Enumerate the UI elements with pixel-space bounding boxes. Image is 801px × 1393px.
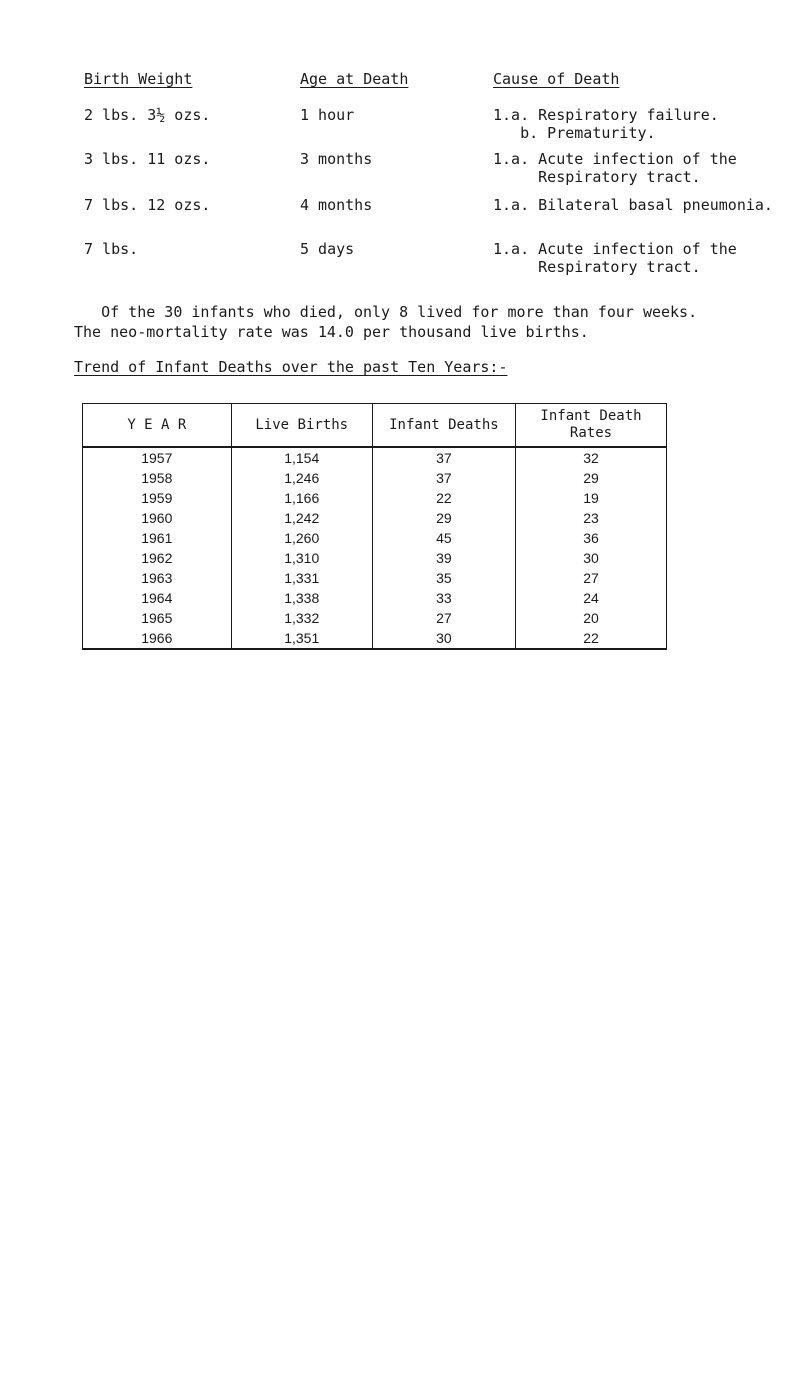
table-row xyxy=(83,588,667,608)
cell-death-rate: 24 xyxy=(515,588,666,608)
cell-year: 1962 xyxy=(83,548,232,568)
death-cause-2a: 1.a. Acute infection of the xyxy=(493,150,737,168)
cell-year: 1957 xyxy=(83,447,232,468)
table-row xyxy=(83,568,667,588)
col-live-births-header: Live Births xyxy=(231,404,372,448)
death-weight-1: 2 lbs. 3½ ozs. xyxy=(84,106,211,124)
cell-death-rate: 32 xyxy=(515,447,666,468)
cell-death-rate: 29 xyxy=(515,468,666,488)
death-weight-3: 7 lbs. 12 ozs. xyxy=(84,196,211,214)
cell-year: 1964 xyxy=(83,588,232,608)
table-row xyxy=(83,508,667,528)
death-weight-4: 7 lbs. xyxy=(84,240,139,258)
cell-live-births: 1,332 xyxy=(231,608,372,628)
death-cause-3a: 1.a. Bilateral basal pneumonia. xyxy=(493,196,773,214)
trend-header-row xyxy=(83,404,667,448)
cell-death-rate: 22 xyxy=(515,628,666,649)
cell-death-rate: 19 xyxy=(515,488,666,508)
table-row xyxy=(83,447,667,468)
cell-year: 1958 xyxy=(83,468,232,488)
death-age-2: 3 months xyxy=(300,150,373,168)
cell-death-rate: 30 xyxy=(515,548,666,568)
table-row xyxy=(83,608,667,628)
cell-live-births: 1,242 xyxy=(231,508,372,528)
death-cause-1b: b. Prematurity. xyxy=(493,124,656,142)
death-cause-2b: Respiratory tract. xyxy=(493,168,701,186)
cell-infant-deaths: 22 xyxy=(372,488,515,508)
cell-live-births: 1,310 xyxy=(231,548,372,568)
cell-live-births: 1,351 xyxy=(231,628,372,649)
cell-infant-deaths: 33 xyxy=(372,588,515,608)
death-weight-2: 3 lbs. 11 ozs. xyxy=(84,150,211,168)
cell-infant-deaths: 37 xyxy=(372,447,515,468)
table-row xyxy=(83,488,667,508)
trend-heading: Trend of Infant Deaths over the past Ten Years:- xyxy=(74,358,508,376)
cell-year: 1960 xyxy=(83,508,232,528)
table-row xyxy=(83,468,667,488)
cell-live-births: 1,338 xyxy=(231,588,372,608)
table-row xyxy=(83,548,667,568)
cell-year: 1963 xyxy=(83,568,232,588)
death-cause-1a: 1.a. Respiratory failure. xyxy=(493,106,719,124)
cell-death-rate: 20 xyxy=(515,608,666,628)
cell-live-births: 1,331 xyxy=(231,568,372,588)
death-age-1: 1 hour xyxy=(300,106,355,124)
cell-infant-deaths: 39 xyxy=(372,548,515,568)
death-cause-4a: 1.a. Acute infection of the xyxy=(493,240,737,258)
death-cause-4b: Respiratory tract. xyxy=(493,258,701,276)
cell-infant-deaths: 37 xyxy=(372,468,515,488)
table-row xyxy=(83,528,667,548)
cell-year: 1961 xyxy=(83,528,232,548)
cell-live-births: 1,166 xyxy=(231,488,372,508)
cell-infant-deaths: 30 xyxy=(372,628,515,649)
cell-infant-deaths: 27 xyxy=(372,608,515,628)
col-death-rates-header: Infant Death Rates xyxy=(515,404,666,448)
cell-infant-deaths: 45 xyxy=(372,528,515,548)
cell-live-births: 1,154 xyxy=(231,447,372,468)
table-row xyxy=(83,628,667,649)
cell-year: 1966 xyxy=(83,628,232,649)
header-birth-weight: Birth Weight xyxy=(84,70,193,88)
cell-death-rate: 36 xyxy=(515,528,666,548)
death-age-4: 5 days xyxy=(300,240,355,258)
header-cause-of-death: Cause of Death xyxy=(493,70,620,88)
summary-line-2: The neo-mortality rate was 14.0 per thousand live births. xyxy=(74,323,589,341)
cell-year: 1959 xyxy=(83,488,232,508)
col-infant-deaths-header: Infant Deaths xyxy=(372,404,515,448)
trend-table xyxy=(82,403,667,650)
cell-infant-deaths: 35 xyxy=(372,568,515,588)
cell-death-rate: 23 xyxy=(515,508,666,528)
summary-line-1: Of the 30 infants who died, only 8 lived for more than four weeks. xyxy=(74,303,698,321)
header-age-at-death: Age at Death xyxy=(300,70,409,88)
cell-live-births: 1,260 xyxy=(231,528,372,548)
col-year-header: Y E A R xyxy=(83,404,232,448)
cell-live-births: 1,246 xyxy=(231,468,372,488)
cell-death-rate: 27 xyxy=(515,568,666,588)
cell-infant-deaths: 29 xyxy=(372,508,515,528)
cell-year: 1965 xyxy=(83,608,232,628)
death-age-3: 4 months xyxy=(300,196,373,214)
